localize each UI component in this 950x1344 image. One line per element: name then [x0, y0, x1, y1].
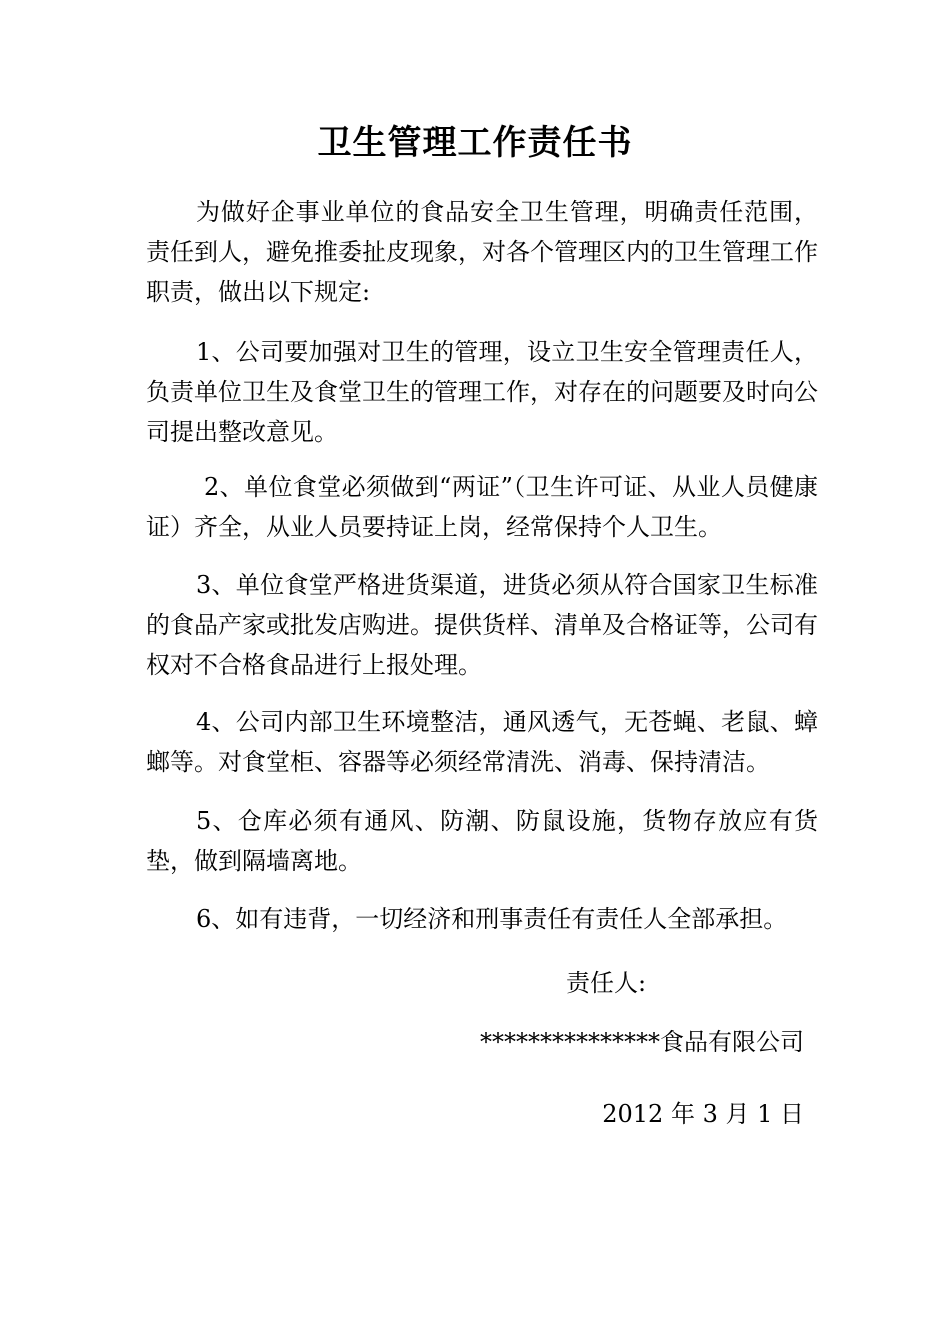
clause-1: 1、公司要加强对卫生的管理，设立卫生安全管理责任人，负责单位卫生及食堂卫生的管理工作，对存在的问题要及时向公司提出整改意见。: [146, 338, 818, 446]
clause-5: 5、仓库必须有通风、防潮、防鼠设施，货物存放应有货垫，做到隔墙离地。: [146, 807, 818, 875]
responsible-person-label: 责任人:: [566, 969, 647, 997]
clause-6: 6、如有违背，一切经济和刑事责任有责任人全部承担。: [196, 905, 788, 933]
company-name: ***************食品有限公司: [480, 1028, 804, 1056]
page-title: 卫生管理工作责任书: [317, 123, 633, 163]
intro-paragraph: 为做好企事业单位的食品安全卫生管理，明确责任范围，责任到人，避免推委扯皮现象，对各个管理区内的卫生管理工作职责，做出以下规定:: [146, 198, 818, 306]
signing-date: 2012 年 3 月 1 日: [602, 1100, 804, 1128]
clause-4: 4、公司内部卫生环境整洁，通风透气，无苍蝇、老鼠、蟑螂等。对食堂柜、容器等必须经常清洗、消毒、保持清洁。: [146, 708, 818, 776]
clause-3: 3、单位食堂严格进货渠道，进货必须从符合国家卫生标准的食品产家或批发店购进。提供货样、清单及合格证等，公司有权对不合格食品进行上报处理。: [146, 571, 818, 679]
clause-2: 2、单位食堂必须做到“两证”（卫生许可证、从业人员健康证）齐全，从业人员要持证上岗，经常保持个人卫生。: [146, 473, 818, 541]
